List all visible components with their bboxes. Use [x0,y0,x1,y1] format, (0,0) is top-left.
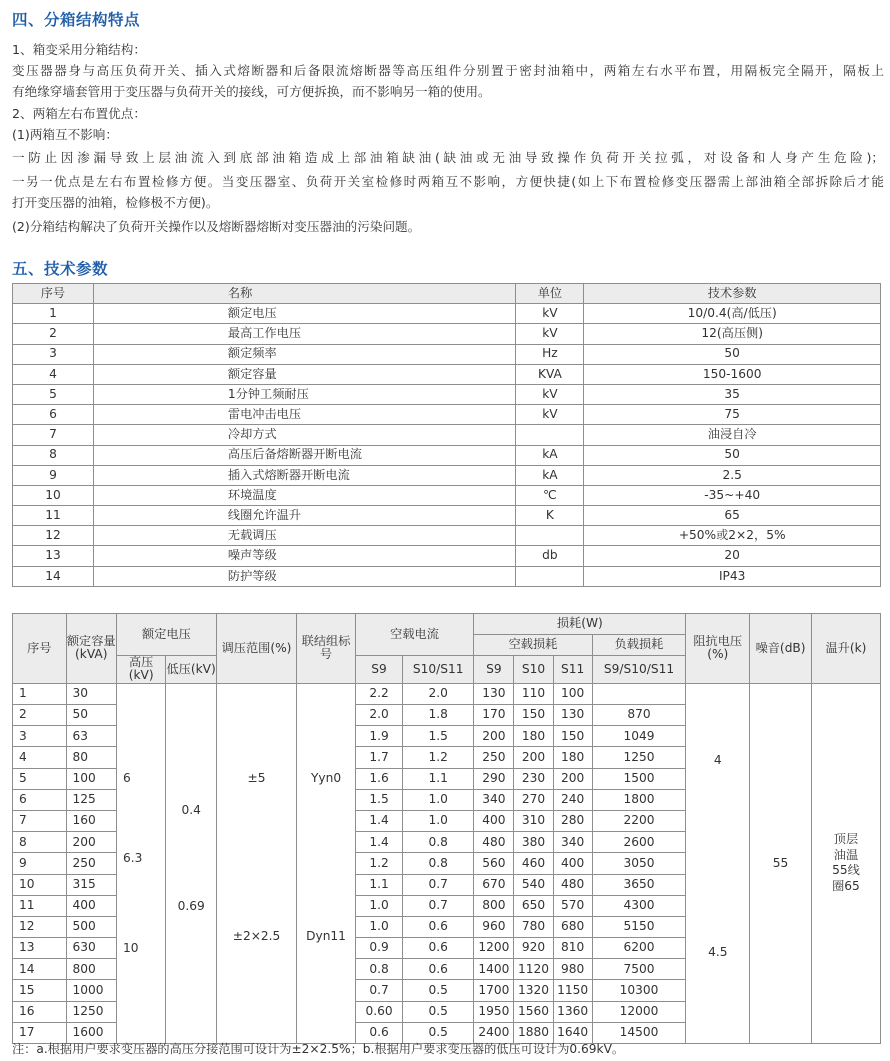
cell-seq: 5 [13,768,67,789]
cell-noload-loss-s10: 1320 [514,980,553,1001]
table-row [13,465,881,485]
table-row [13,546,881,566]
cell-load-loss: 1049 [592,726,686,747]
header-tap-range: 调压范围(%) [216,614,296,684]
cell-seq: 2 [13,324,94,344]
cell-seq: 10 [13,485,94,505]
cell-value: 20 [584,546,881,566]
vector-group-cell [297,683,356,1043]
cell-noload-loss-s10: 380 [514,832,553,853]
cell-value: 油浸自冷 [584,425,881,445]
cell-noload-loss-s11: 570 [553,895,592,916]
header-s11: S11 [553,656,592,684]
cell-noload-current-s10s11: 1.0 [403,810,474,831]
cell-name: 额定容量 [93,364,516,384]
cell-noload-loss-s9: 560 [474,853,514,874]
tap-range-cell [216,683,296,1043]
table-row [13,683,881,704]
cell-value: 50 [584,344,881,364]
cell-seq: 6 [13,405,94,425]
cell-noload-current-s9: 0.6 [355,1022,402,1043]
cell-noload-loss-s11: 180 [553,747,592,768]
cell-unit: KVA [516,364,584,384]
cell-noload-current-s9: 0.8 [355,959,402,980]
cell-seq: 14 [13,566,94,586]
footnote: 注：a.根据用户要求变压器的高压分接范围可设计为±2×2.5%；b.根据用户要求变压器的低压可设计为0.69kV。 [12,1042,625,1056]
cell-seq: 12 [13,916,67,937]
cell-noload-loss-s9: 960 [474,916,514,937]
cell-load-loss: 2200 [592,810,686,831]
hv-value: 10 [122,940,139,955]
cell-noload-loss-s10: 1880 [514,1022,553,1043]
cell-name: 无载调压 [93,526,516,546]
cell-noload-loss-s11: 1360 [553,1001,592,1022]
cell-value: 35 [584,384,881,404]
paragraph-line: 1、箱变采用分箱结构： [12,42,146,57]
cell-name: 高压后备熔断器开断电流 [93,445,516,465]
cell-name: 防护等级 [93,566,516,586]
header-vector-group: 联结组标号 [297,614,356,684]
table-row [13,445,881,465]
cell-noload-loss-s11: 340 [553,832,592,853]
cell-noload-current-s10s11: 1.8 [403,705,474,726]
cell-noload-loss-s11: 1150 [553,980,592,1001]
cell-seq: 10 [13,874,67,895]
cell-seq: 5 [13,384,94,404]
cell-value: 10/0.4(高/低压) [584,304,881,324]
transformer-spec-table [12,613,881,1044]
cell-unit [516,566,584,586]
header-rated-voltage: 额定电压 [116,614,216,656]
header-cell: 单位 [516,284,584,304]
cell-noload-loss-s9: 290 [474,768,514,789]
cell-noload-loss-s10: 920 [514,938,553,959]
cell-capacity: 100 [66,768,116,789]
cell-load-loss: 1800 [592,789,686,810]
cell-unit: ℃ [516,485,584,505]
cell-noload-current-s9: 0.7 [355,980,402,1001]
cell-value: 150-1600 [584,364,881,384]
transformer-spec-body [13,683,881,1043]
cell-noload-current-s10s11: 0.6 [403,959,474,980]
cell-noload-loss-s10: 1120 [514,959,553,980]
header-impedance: 阻抗电压(%) [686,614,750,684]
cell-noload-loss-s9: 1200 [474,938,514,959]
cell-seq: 11 [13,506,94,526]
cell-unit: db [516,546,584,566]
cell-value: 12(高压侧) [584,324,881,344]
cell-noload-current-s9: 1.4 [355,832,402,853]
cell-capacity: 125 [66,789,116,810]
cell-noload-loss-s11: 1640 [553,1022,592,1043]
cell-noload-current-s9: 1.0 [355,916,402,937]
paragraph-line: 打开变压器的油箱，检修极不方便)。 [12,195,219,210]
cell-capacity: 50 [66,705,116,726]
table-row [13,304,881,324]
cell-name: 插入式熔断器开断电流 [93,465,516,485]
cell-name: 环境温度 [93,485,516,505]
cell-capacity: 500 [66,916,116,937]
cell-noload-loss-s10: 540 [514,874,553,895]
cell-load-loss: 14500 [592,1022,686,1043]
cell-name: 雷电冲击电压 [93,405,516,425]
table-row [13,425,881,445]
tap-value: ±2×2.5 [232,928,281,943]
header-s10: S10 [514,656,553,684]
cell-noload-loss-s9: 400 [474,810,514,831]
table-row [13,405,881,425]
cell-value: 50 [584,445,881,465]
table-row [13,384,881,404]
cell-noload-loss-s10: 650 [514,895,553,916]
cell-load-loss: 5150 [592,916,686,937]
cell-name: 最高工作电压 [93,324,516,344]
tech-params-body [13,304,881,587]
tech-params-table [12,283,881,587]
section-5-heading: 五、技术参数 [12,260,109,278]
cell-noload-current-s10s11: 0.6 [403,938,474,959]
cell-noload-loss-s11: 130 [553,705,592,726]
cell-noload-loss-s11: 680 [553,916,592,937]
paragraph-line: 有绝缘穿墙套管用于变压器与负荷开关的接线，可方便拆换，而不影响另一箱的使用。 [12,84,491,99]
header-hv: 高压(kV) [116,656,165,684]
cell-seq: 13 [13,546,94,566]
table-row [13,485,881,505]
cell-seq: 4 [13,747,67,768]
header-cell: 名称 [93,284,516,304]
cell-capacity: 800 [66,959,116,980]
cell-noload-loss-s11: 980 [553,959,592,980]
cell-noload-current-s10s11: 0.7 [403,874,474,895]
cell-noload-loss-s9: 480 [474,832,514,853]
cell-load-loss: 12000 [592,1001,686,1022]
cell-unit: kA [516,445,584,465]
cell-noload-loss-s11: 280 [553,810,592,831]
cell-load-loss: 2600 [592,832,686,853]
header-s9: S9 [474,656,514,684]
paragraph-line: 2、两箱左右布置优点： [12,106,146,121]
table-row [13,566,881,586]
paragraph-line: (2)分箱结构解决了负荷开关操作以及熔断器熔断对变压器油的污染问题。 [12,219,421,234]
cell-noload-loss-s11: 480 [553,874,592,895]
cell-noload-loss-s10: 780 [514,916,553,937]
impedance-value: 4 [713,752,722,767]
cell-name: 1分钟工频耐压 [93,384,516,404]
impedance-cell [686,683,750,1043]
header-lv: 低压(kV) [166,656,216,684]
cell-noload-current-s10s11: 0.6 [403,916,474,937]
cell-capacity: 30 [66,683,116,704]
cell-capacity: 630 [66,938,116,959]
cell-noload-current-s10s11: 1.1 [403,768,474,789]
cell-capacity: 1250 [66,1001,116,1022]
cell-seq: 1 [13,683,67,704]
cell-noload-loss-s10: 200 [514,747,553,768]
hv-value: 6 [122,770,131,785]
vector-group-value: Yyn0 [310,770,342,785]
cell-noload-loss-s9: 1950 [474,1001,514,1022]
table-row [13,526,881,546]
cell-name: 噪声等级 [93,546,516,566]
cell-seq: 16 [13,1001,67,1022]
noise-cell: 55 [750,683,812,1043]
cell-unit: K [516,506,584,526]
cell-value: 2.5 [584,465,881,485]
cell-noload-current-s9: 1.0 [355,895,402,916]
table-row [13,506,881,526]
cell-capacity: 200 [66,832,116,853]
cell-noload-loss-s9: 130 [474,683,514,704]
cell-seq: 3 [13,726,67,747]
cell-name: 线圈允许温升 [93,506,516,526]
cell-value: 75 [584,405,881,425]
cell-noload-loss-s9: 340 [474,789,514,810]
cell-seq: 12 [13,526,94,546]
cell-noload-current-s9: 1.6 [355,768,402,789]
cell-load-loss: 1500 [592,768,686,789]
cell-seq: 9 [13,465,94,485]
cell-noload-current-s10s11: 1.5 [403,726,474,747]
paragraph-line: 变压器器身与高压负荷开关、插入式熔断器和后备限流熔断器等高压组件分别置于密封油箱中，两箱左右水平布置，用隔板完全隔开，隔板上 [12,63,884,78]
cell-noload-loss-s11: 810 [553,938,592,959]
cell-capacity: 400 [66,895,116,916]
cell-noload-loss-s10: 180 [514,726,553,747]
cell-load-loss: 6200 [592,938,686,959]
cell-noload-current-s9: 0.60 [355,1001,402,1022]
cell-capacity: 1600 [66,1022,116,1043]
cell-seq: 8 [13,832,67,853]
cell-noload-current-s9: 2.2 [355,683,402,704]
cell-noload-loss-s9: 1400 [474,959,514,980]
cell-seq: 14 [13,959,67,980]
cell-noload-loss-s9: 800 [474,895,514,916]
cell-noload-current-s9: 1.4 [355,810,402,831]
cell-seq: 2 [13,705,67,726]
cell-unit: kV [516,384,584,404]
cell-noload-current-s9: 1.5 [355,789,402,810]
header-s10s11: S10/S11 [403,656,474,684]
cell-noload-current-s10s11: 0.5 [403,1001,474,1022]
header-load-loss: 负载损耗 [592,635,686,656]
cell-noload-loss-s10: 310 [514,810,553,831]
paragraph-line: 一另一优点是左右布置检修方便。当变压器室、负荷开关室检修时两箱互不影响，方便快捷(如上下布置检修变压器需上部油箱全部拆除后才能 [12,174,884,189]
cell-load-loss: 3050 [592,853,686,874]
hv-voltage-cell [116,683,165,1043]
cell-capacity: 160 [66,810,116,831]
cell-load-loss: 870 [592,705,686,726]
paragraph-line: (1)两箱互不影响： [12,127,118,142]
cell-noload-loss-s9: 200 [474,726,514,747]
cell-load-loss: 1250 [592,747,686,768]
cell-noload-loss-s11: 200 [553,768,592,789]
tap-value: ±5 [247,770,266,785]
cell-capacity: 250 [66,853,116,874]
cell-seq: 3 [13,344,94,364]
cell-noload-current-s10s11: 0.5 [403,1022,474,1043]
cell-value: +50%或2×2，5% [584,526,881,546]
cell-noload-loss-s11: 150 [553,726,592,747]
cell-load-loss [592,683,686,704]
cell-seq: 7 [13,425,94,445]
cell-value: -35~+40 [584,485,881,505]
header-losses: 损耗(W) [474,614,686,635]
cell-unit: kV [516,324,584,344]
cell-load-loss: 4300 [592,895,686,916]
table-row [13,344,881,364]
cell-noload-current-s10s11: 0.8 [403,832,474,853]
cell-noload-loss-s11: 400 [553,853,592,874]
cell-seq: 9 [13,853,67,874]
header-noise: 噪音(dB) [750,614,812,684]
cell-noload-current-s9: 1.1 [355,874,402,895]
cell-name: 额定频率 [93,344,516,364]
cell-seq: 17 [13,1022,67,1043]
cell-load-loss: 10300 [592,980,686,1001]
header-seq: 序号 [13,614,67,684]
cell-capacity: 1000 [66,980,116,1001]
vector-group-value: Dyn11 [306,928,346,943]
cell-noload-loss-s10: 150 [514,705,553,726]
cell-noload-loss-s11: 100 [553,683,592,704]
cell-unit: kA [516,465,584,485]
cell-unit: Hz [516,344,584,364]
cell-noload-current-s9: 1.9 [355,726,402,747]
cell-capacity: 80 [66,747,116,768]
cell-load-loss: 3650 [592,874,686,895]
impedance-value: 4.5 [708,944,728,959]
header-cell: 序号 [13,284,94,304]
cell-noload-current-s10s11: 1.2 [403,747,474,768]
cell-seq: 11 [13,895,67,916]
cell-seq: 13 [13,938,67,959]
cell-noload-current-s10s11: 2.0 [403,683,474,704]
cell-noload-loss-s10: 1560 [514,1001,553,1022]
temp-rise-cell: 顶层油温55线圈65 [811,683,880,1043]
cell-noload-current-s10s11: 0.8 [403,853,474,874]
cell-noload-loss-s9: 670 [474,874,514,895]
cell-noload-loss-s9: 1700 [474,980,514,1001]
hv-value: 6.3 [122,850,143,865]
cell-unit [516,526,584,546]
section-4-heading: 四、分箱结构特点 [12,11,141,29]
cell-seq: 7 [13,810,67,831]
header-s9s10s11: S9/S10/S11 [592,656,686,684]
cell-noload-loss-s11: 240 [553,789,592,810]
cell-unit [516,425,584,445]
cell-unit: kV [516,304,584,324]
table-row [13,364,881,384]
cell-noload-current-s10s11: 0.7 [403,895,474,916]
cell-noload-loss-s10: 110 [514,683,553,704]
cell-seq: 8 [13,445,94,465]
header-s9: S9 [355,656,402,684]
cell-value: 65 [584,506,881,526]
paragraph-line: 一防止因渗漏导致上层油流入到底部油箱造成上部油箱缺油(缺油或无油导致操作负荷开关拉弧，对设备和人身产生危险)； [12,150,884,165]
lv-voltage-cell [166,683,216,1043]
cell-seq: 15 [13,980,67,1001]
cell-load-loss: 7500 [592,959,686,980]
cell-unit: kV [516,405,584,425]
cell-noload-loss-s10: 230 [514,768,553,789]
cell-seq: 4 [13,364,94,384]
lv-value: 0.69 [177,898,205,913]
lv-value: 0.4 [181,802,201,817]
header-temp-rise: 温升(k) [811,614,880,684]
cell-noload-current-s9: 2.0 [355,705,402,726]
table-row [13,324,881,344]
cell-noload-current-s9: 1.2 [355,853,402,874]
cell-seq: 1 [13,304,94,324]
cell-noload-loss-s9: 2400 [474,1022,514,1043]
cell-noload-current-s9: 0.9 [355,938,402,959]
cell-noload-loss-s9: 170 [474,705,514,726]
cell-capacity: 63 [66,726,116,747]
header-capacity: 额定容量(kVA) [66,614,116,684]
cell-noload-loss-s10: 270 [514,789,553,810]
cell-seq: 6 [13,789,67,810]
cell-noload-current-s10s11: 0.5 [403,980,474,1001]
header-cell: 技术参数 [584,284,881,304]
header-noload-loss: 空载损耗 [474,635,592,656]
header-noload-current: 空载电流 [355,614,473,656]
cell-noload-loss-s9: 250 [474,747,514,768]
cell-noload-current-s10s11: 1.0 [403,789,474,810]
cell-name: 冷却方式 [93,425,516,445]
cell-capacity: 315 [66,874,116,895]
cell-name: 额定电压 [93,304,516,324]
cell-noload-loss-s10: 460 [514,853,553,874]
cell-value: IP43 [584,566,881,586]
cell-noload-current-s9: 1.7 [355,747,402,768]
